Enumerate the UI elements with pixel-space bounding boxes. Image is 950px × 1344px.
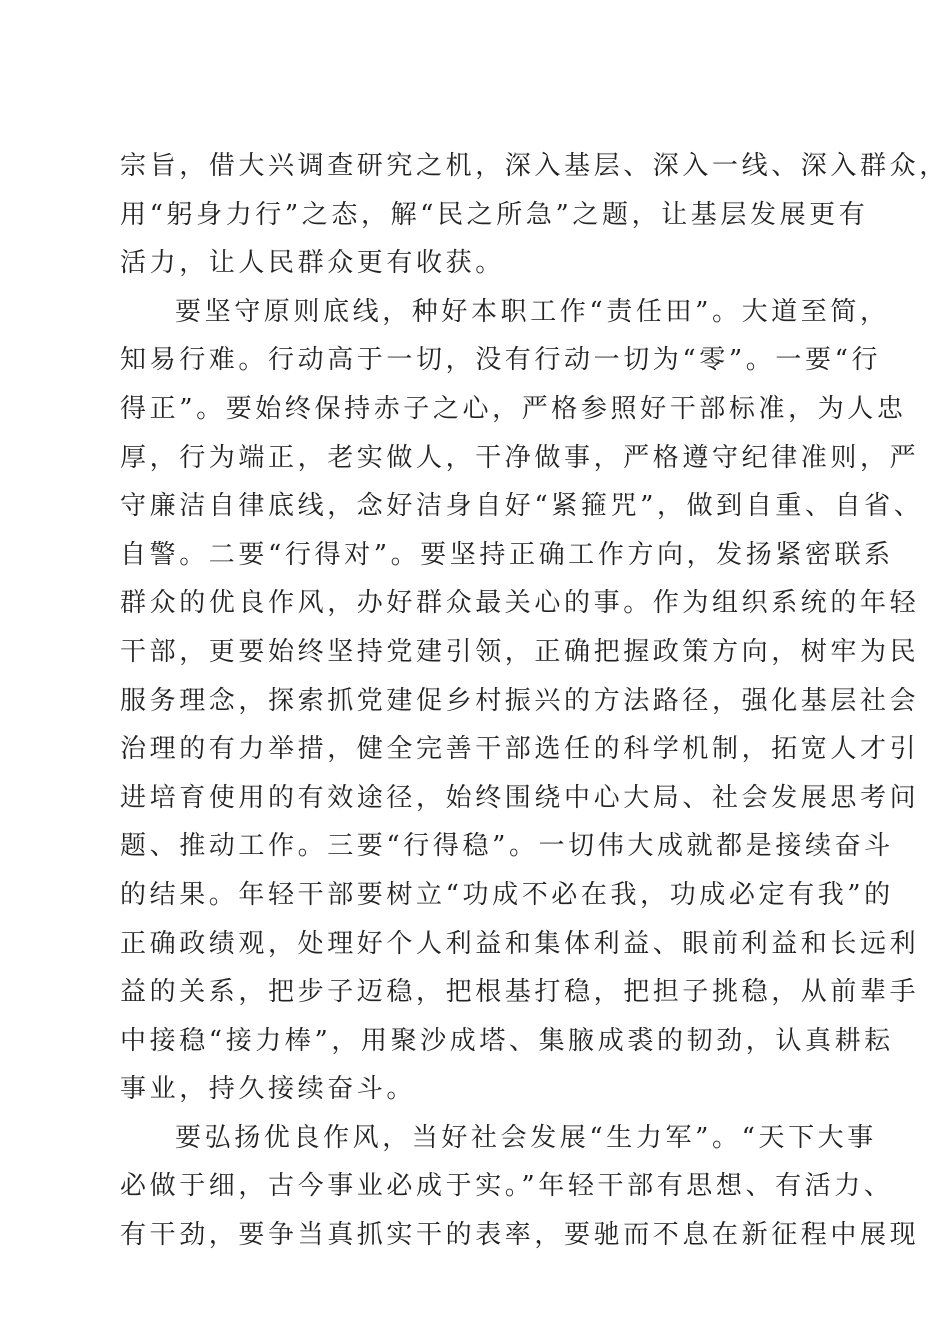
body-text	[120, 142, 949, 1260]
text-line: 进培育使用的有效途径，始终围绕中心大局、社会发展思考问	[120, 782, 920, 813]
paragraph-start-line: 要弘扬优良作风，当好社会发展“生力军”。“天下大事	[175, 1122, 877, 1153]
paragraph-start-line: 要坚守原则底线，种好本职工作“责任田”。大道至简，	[175, 296, 890, 327]
text-line: 知易行难。行动高于一切，没有行动一切为“零”。一要“行	[120, 345, 882, 376]
text-line: 厚，行为端正，老实做人，干净做事，严格遵守纪律准则，严	[120, 442, 920, 473]
text-line: 正确政绩观，处理好个人利益和集体利益、眼前利益和长远利	[120, 928, 920, 959]
text-line: 得正”。要始终保持赤子之心，严格参照好干部标准，为人忠	[120, 393, 907, 424]
text-line: 治理的有力举措，健全完善干部选任的科学机制，拓宽人才引	[120, 734, 920, 765]
text-line: 守廉洁自律底线，念好洁身自好“紧箍咒”，做到自重、自省、	[120, 491, 924, 522]
text-line: 必做于细，古今事业必成于实。”年轻干部有思想、有活力、	[120, 1171, 894, 1202]
text-line: 益的关系，把步子迈稳，把根基打稳，把担子挑稳，从前辈手	[120, 977, 920, 1008]
text-line: 自警。二要“行得对”。要坚持正确工作方向，发扬紧密联系	[120, 539, 894, 570]
text-line: 干部，更要始终坚持党建引领，正确把握政策方向，树牢为民	[120, 636, 920, 667]
text-line: 服务理念，探索抓党建促乡村振兴的方法路径，强化基层社会	[120, 685, 920, 716]
text-line: 有干劲，要争当真抓实干的表率，要驰而不息在新征程中展现	[120, 1220, 920, 1251]
text-line: 群众的优良作风，办好群众最关心的事。作为组织系统的年轻	[120, 588, 920, 619]
text-line: 中接稳“接力棒”，用聚沙成塔、集腋成裘的韧劲，认真耕耘	[120, 1025, 894, 1056]
text-line: 活力，让人民群众更有收获。	[120, 248, 505, 279]
text-line: 事业，持久接续奋斗。	[120, 1074, 417, 1105]
text-line: 的结果。年轻干部要树立“功成不必在我，功成必定有我”的	[120, 879, 894, 910]
text-line: 题、推动工作。三要“行得稳”。一切伟大成就都是接续奋斗	[120, 831, 894, 862]
text-line: 宗旨，借大兴调查研究之机，深入基层、深入一线、深入群众，	[120, 151, 949, 181]
text-line: 用“躬身力行”之态，解“民之所急”之题，让基层发展更有	[120, 199, 869, 230]
